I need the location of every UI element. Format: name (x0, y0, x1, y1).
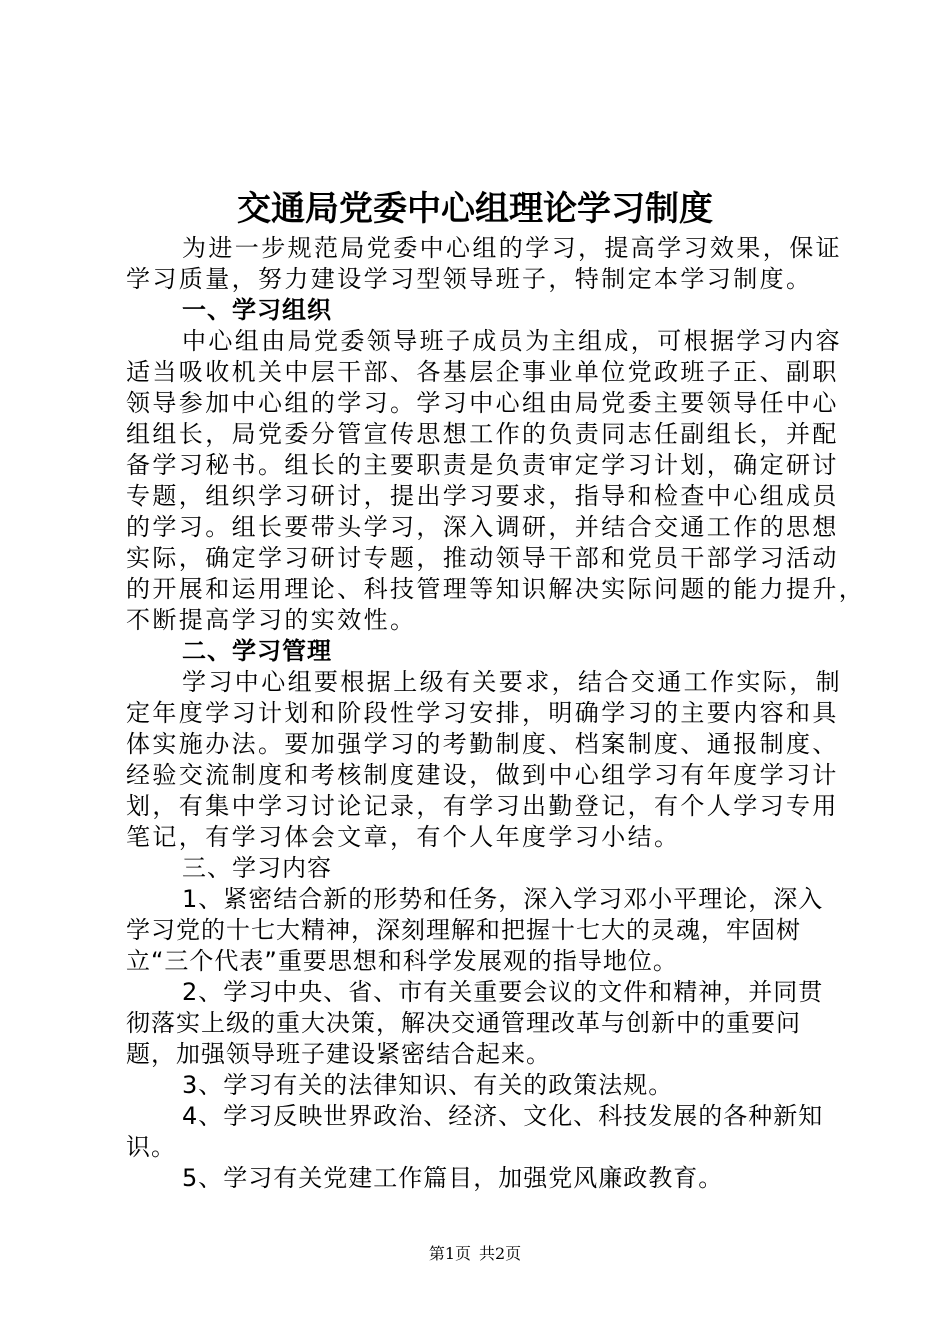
paragraph-line: 实际，确定学习研讨专题，推动领导干部和党员干部学习活动 (126, 544, 839, 572)
paragraph-line: 专题，组织学习研讨，提出学习要求，指导和检查中心组成员 (126, 482, 839, 510)
page-footer (0, 1242, 950, 1266)
paragraph-line: 1、紧密结合新的形势和任务，深入学习邓小平理论，深入 (182, 885, 824, 913)
paragraph-line: 学习中心组要根据上级有关要求，结合交通工作实际，制 (182, 668, 842, 696)
paragraph-line: 体实施办法。要加强学习的考勤制度、档案制度、通报制度、 (126, 730, 839, 758)
paragraph-line: 5、学习有关党建工作篇目，加强党风廉政教育。 (182, 1164, 724, 1192)
section-heading: 三、学习内容 (182, 854, 332, 882)
paragraph-line: 备学习秘书。组长的主要职责是负责审定学习计划，确定研讨 (126, 451, 839, 479)
paragraph-line: 笔记，有学习体会文章，有个人年度学习小结。 (126, 823, 681, 851)
paragraph-line: 2、学习中央、省、市有关重要会议的文件和精神，并同贯 (182, 978, 824, 1006)
paragraph-line: 适当吸收机关中层干部、各基层企事业单位党政班子正、副职 (126, 358, 839, 386)
paragraph-line: 彻落实上级的重大决策，解决交通管理改革与创新中的重要问 (126, 1009, 801, 1037)
paragraph-line: 的开展和运用理论、科技管理等知识解决实际问题的能力提升， (126, 575, 866, 603)
paragraph-line: 识。 (126, 1133, 176, 1161)
page-number: 第1页 (428, 1244, 471, 1263)
paragraph-line: 划，有集中学习讨论记录，有学习出勤登记，有个人学习专用 (126, 792, 839, 820)
document-title: 交通局党委中心组理论学习制度 (237, 189, 713, 229)
paragraph-line: 定年度学习计划和阶段性学习安排，明确学习的主要内容和具 (126, 699, 839, 727)
intro-line: 为进一步规范局党委中心组的学习，提高学习效果，保证 (182, 234, 842, 262)
paragraph-line: 经验交流制度和考核制度建设，做到中心组学习有年度学习计 (126, 761, 839, 789)
paragraph-line: 3、学习有关的法律知识、有关的政策法规。 (182, 1071, 674, 1099)
section-heading: 二、学习管理 (182, 637, 332, 665)
intro-line: 学习质量，努力建设学习型领导班子，特制定本学习制度。 (126, 265, 813, 293)
paragraph-line: 学习党的十七大精神，深刻理解和把握十七大的灵魂，牢固树 (126, 916, 801, 944)
section-heading: 一、学习组织 (182, 296, 332, 324)
paragraph-line: 的学习。组长要带头学习，深入调研，并结合交通工作的思想 (126, 513, 839, 541)
paragraph-line: 题，加强领导班子建设紧密结合起来。 (126, 1040, 551, 1068)
paragraph-line: 领导参加中心组的学习。学习中心组由局党委主要领导任中心 (126, 389, 839, 417)
paragraph-line: 中心组由局党委领导班子成员为主组成，可根据学习内容 (182, 327, 842, 355)
document-body (126, 233, 866, 1194)
paragraph-line: 4、学习反映世界政治、经济、文化、科技发展的各种新知 (182, 1102, 824, 1130)
paragraph-line: 组组长，局党委分管宣传思想工作的负责同志任副组长，并配 (126, 420, 839, 448)
paragraph-line: 不断提高学习的实效性。 (126, 606, 417, 634)
paragraph-line: 立“三个代表”重要思想和科学发展观的指导地位。 (126, 947, 678, 975)
page-total: 共2页 (479, 1244, 522, 1263)
